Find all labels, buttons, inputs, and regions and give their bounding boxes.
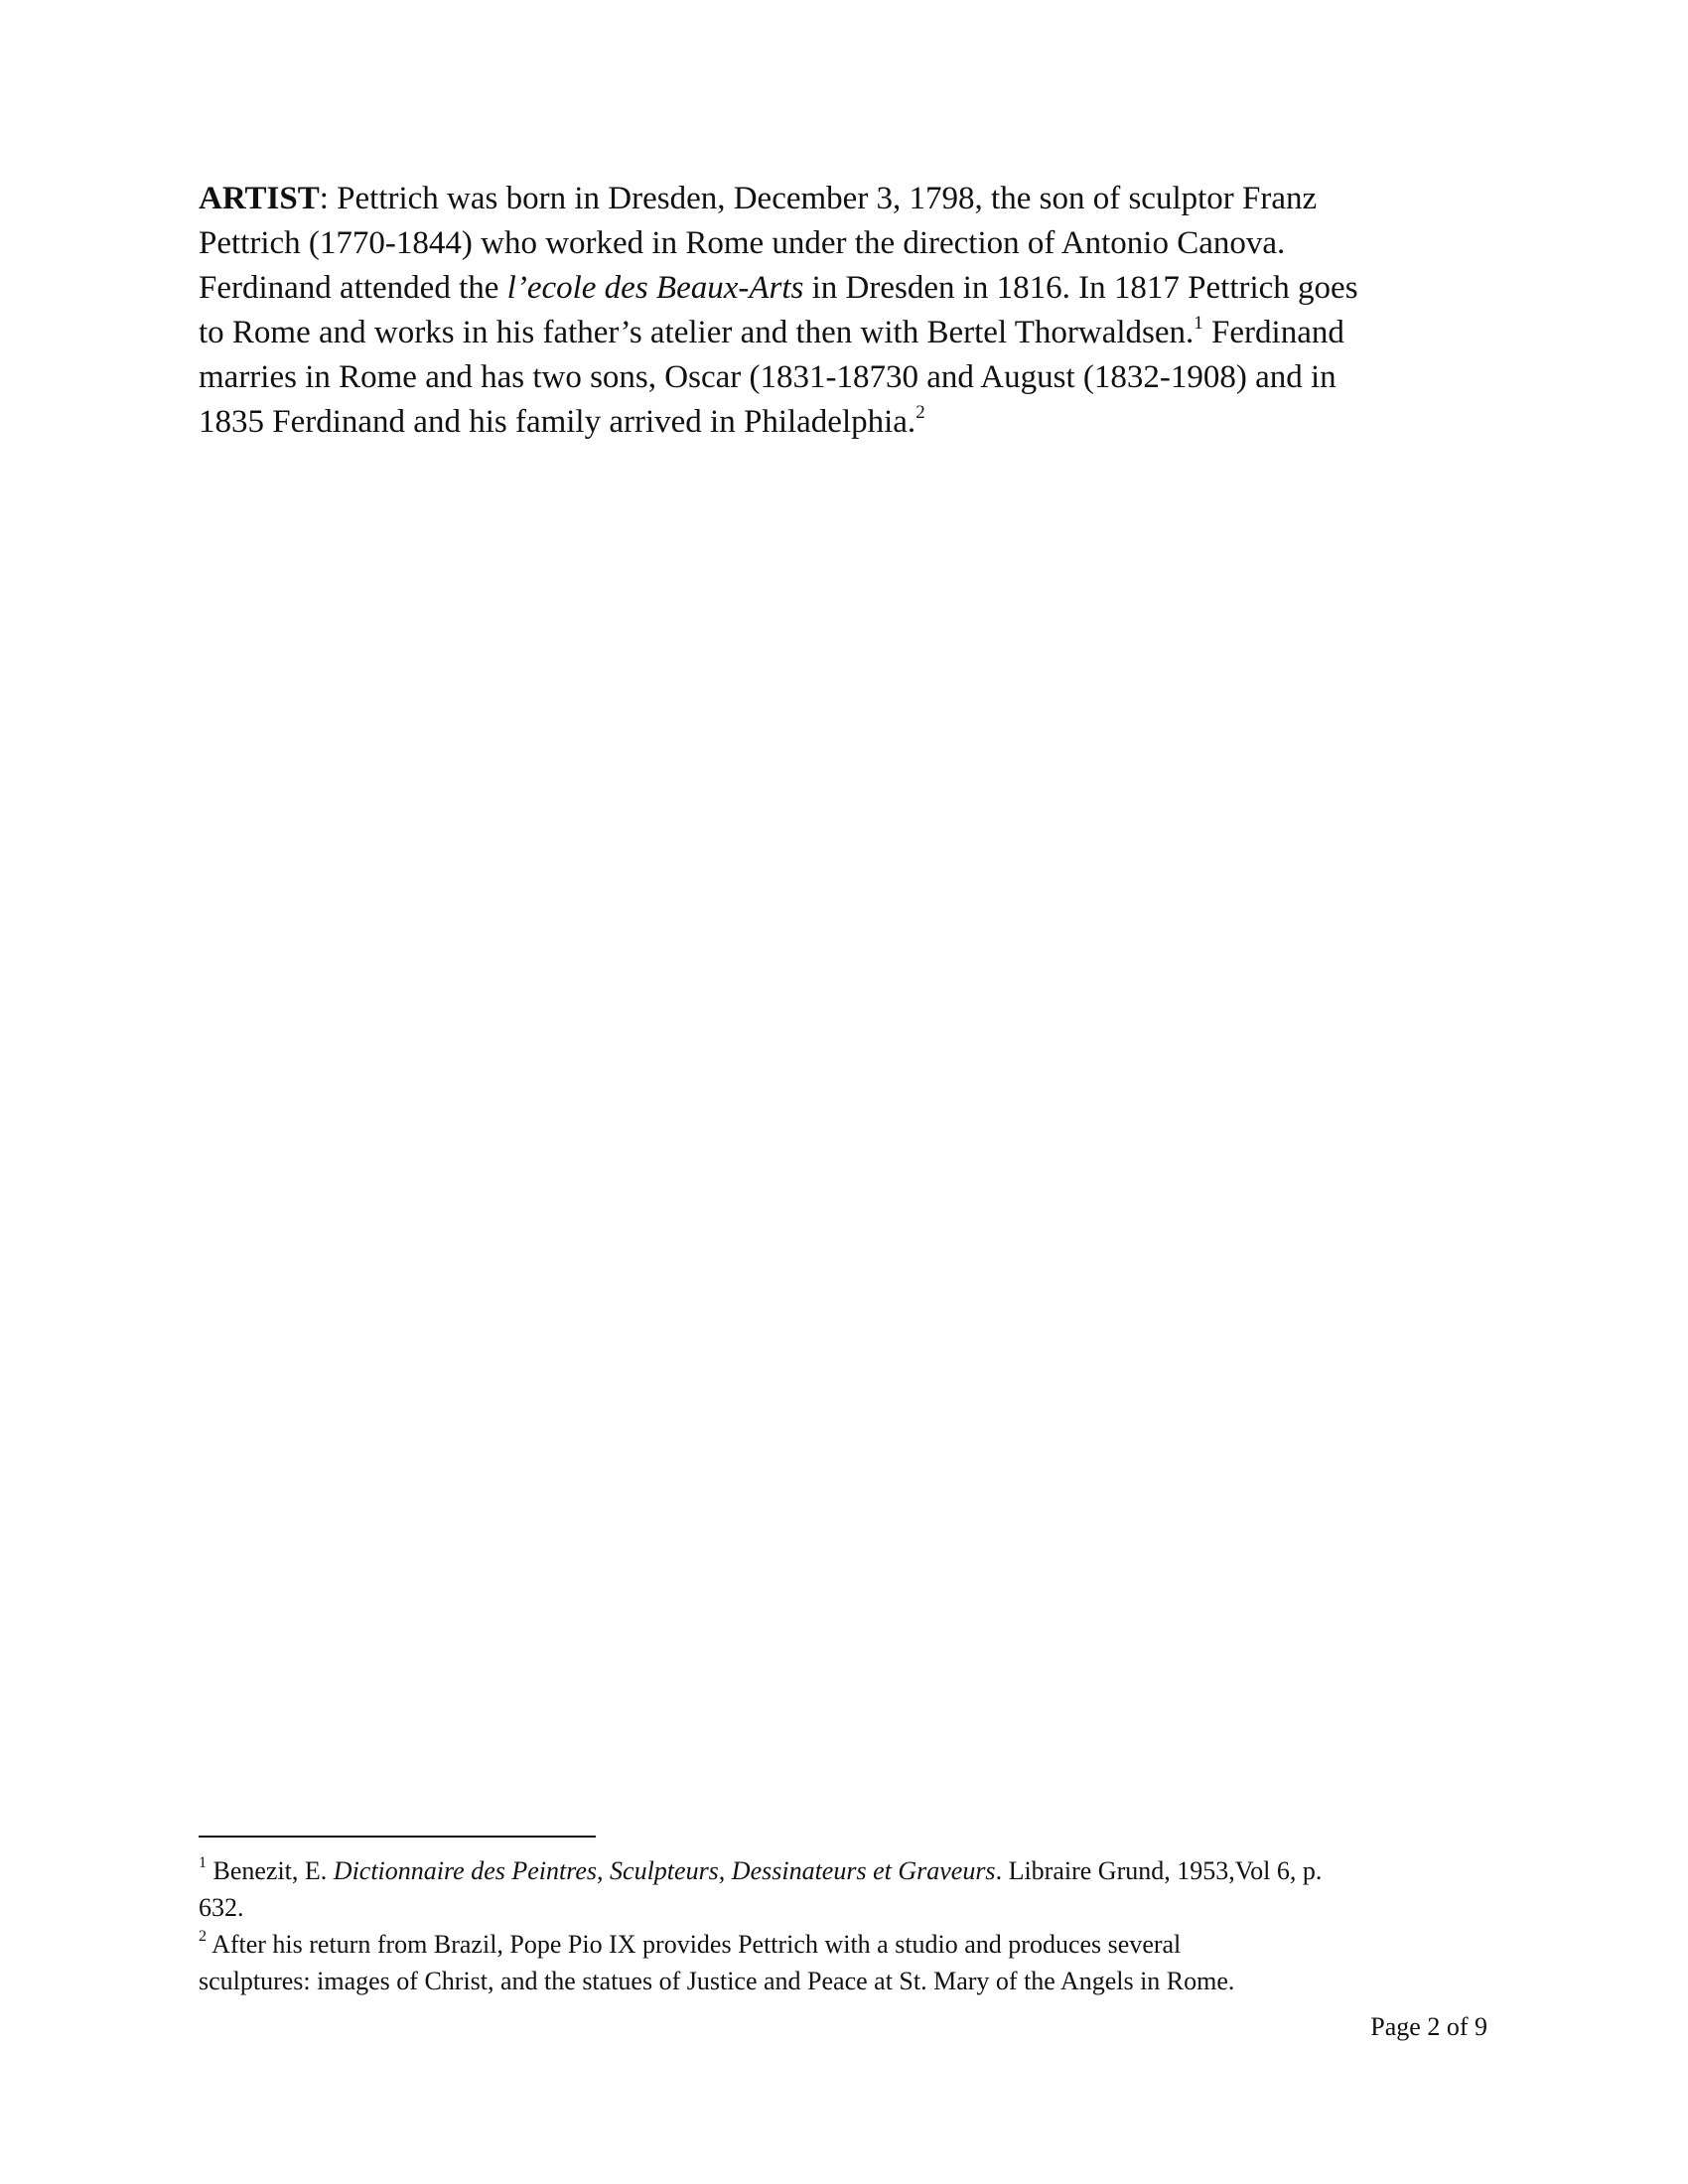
footnote-text: . Libraire Grund, 1953,Vol 6, p. — [995, 1856, 1323, 1885]
italic-title: l’ecole des Beaux-Arts — [506, 270, 804, 306]
footnote-line — [199, 1963, 1499, 1999]
footnote-line — [199, 1852, 1499, 1889]
footnote-1 — [199, 1852, 1499, 1926]
page-number: Page 2 of 9 — [1370, 2012, 1487, 2041]
footnote-2 — [199, 1926, 1499, 1999]
paragraph-line — [199, 221, 1499, 266]
footnote-number: 1 — [199, 1854, 207, 1872]
paragraph-line — [199, 355, 1499, 400]
artist-heading: ARTIST — [199, 181, 320, 216]
footnote-text: 632. — [199, 1893, 244, 1922]
paragraph-text: : Pettrich was born in Dresden, December 3, 1798, the son of sculptor Franz — [319, 181, 1318, 216]
footnote-number: 2 — [199, 1928, 207, 1946]
paragraph-line — [199, 177, 1499, 221]
italic-title: Dictionnaire des Peintres, Sculpteurs, Dessinateurs et Graveurs — [333, 1856, 996, 1885]
footnote-reference: 2 — [915, 402, 925, 423]
paragraph-text: 1835 Ferdinand and his family arrived in Philadelphia. — [199, 404, 916, 440]
paragraph-text: to Rome and works in his father’s atelier and then with Bertel Thorwaldsen. — [199, 315, 1195, 350]
footnote-text: After his return from Brazil, Pope Pio IX provides Pettrich with a studio and produces several — [207, 1930, 1182, 1959]
paragraph-text: Pettrich (1770-1844) who worked in Rome under the direction of Antonio Canova. — [199, 225, 1286, 261]
paragraph-text: in Dresden in 1816. In 1817 Pettrich goes — [803, 270, 1358, 306]
paragraph-text: Ferdinand attended the — [199, 270, 507, 306]
footnote-line — [199, 1889, 1499, 1926]
paragraph-text: marries in Rome and has two sons, Oscar (1831-18730 and August (1832-1908) and in — [199, 359, 1336, 395]
footnote-text: sculptures: images of Christ, and the statues of Justice and Peace at St. Mary of the Angels in Rome. — [199, 1967, 1235, 1995]
paragraph-line — [199, 311, 1499, 355]
footnotes-section — [199, 1852, 1499, 1999]
paragraph-line — [199, 400, 1499, 445]
footnote-line — [199, 1926, 1499, 1963]
paragraph-line — [199, 266, 1499, 311]
artist-paragraph — [199, 177, 1499, 445]
footnote-text: Benezit, E. — [207, 1856, 334, 1885]
footnote-reference: 1 — [1194, 313, 1203, 334]
footnote-separator — [199, 1836, 596, 1838]
paragraph-text: Ferdinand — [1202, 315, 1344, 350]
